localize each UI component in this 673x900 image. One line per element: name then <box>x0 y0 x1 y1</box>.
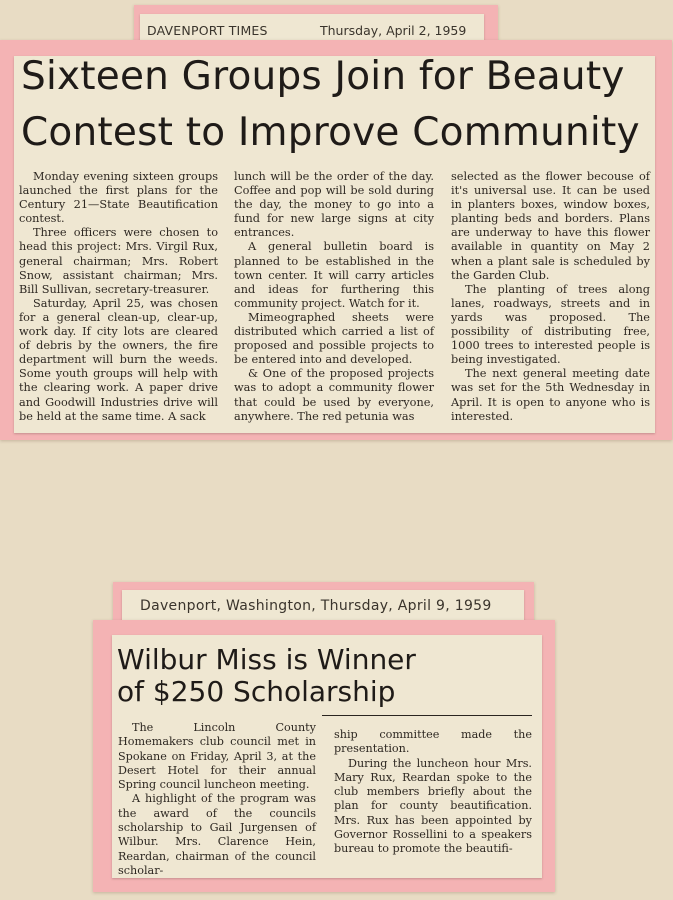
dateline-full: Davenport, Washington, Thursday, April 9, 1959 <box>140 598 492 614</box>
paragraph: A general bulletin board is planned to be established in the town center. It will carry articles and ideas for furthering this community project. Watch for it. <box>234 240 434 310</box>
article-column-3 <box>451 170 650 424</box>
headline-rule <box>322 715 532 716</box>
dateline-strip-2 <box>122 590 524 624</box>
paragraph: Mimeographed sheets were distributed which carried a list of proposed and possible projects to be entered into and developed. <box>234 310 434 367</box>
article-clipping-2 <box>112 635 542 878</box>
paragraph: Three officers were chosen to head this project: Mrs. Virgil Rux, general chairman; Mrs. Robert Snow, assistant chairman; Mrs. Bill Sullivan, secretary-treasurer. <box>19 226 218 296</box>
paragraph: ship committee made the presentation. <box>334 728 532 756</box>
paragraph: & One of the proposed projects was to adopt a community flower that could be used by everyone, anywhere. The red petunia was <box>234 367 434 423</box>
article-column-2 <box>234 170 434 424</box>
paragraph: selected as the flower becouse of it's universal use. It can be used in planters boxes, window boxes, planting beds and borders. Plans are underway to have this flower available in quantity on May 2 when a plant sale is scheduled by the Garden Club. <box>451 170 650 282</box>
dateline-paper: DAVENPORT TIMES <box>147 23 268 38</box>
article-clipping-1 <box>14 56 655 433</box>
article-column-1 <box>19 170 218 424</box>
paragraph: The planting of trees along lanes, roadways, streets and in yards was proposed. The possibility of distributing free, 1000 trees to interested people is being investigated. <box>451 282 650 367</box>
paragraph: Monday evening sixteen groups launched the first plans for the Century 21—State Beautification contest. <box>19 170 218 226</box>
paragraph: During the luncheon hour Mrs. Mary Rux, Reardan spoke to the club members briefly about the plan for county beautification. Mrs. Rux has been appointed by Governor Rossellini to a speakers bureau to promote the beautifi- <box>334 756 532 856</box>
article-headline-line1: Wilbur Miss is Winner <box>117 643 416 676</box>
paragraph: lunch will be the order of the day. Coffee and pop will be sold during the day, the money to go into a fund for new large signs at city entrances. <box>234 170 434 240</box>
paragraph: Saturday, April 25, was chosen for a general clean-up, clear-up, work day. If city lots are cleared of debris by the owners, the fire department will burn the weeds. Some youth groups will help with the clearing work. A paper drive and Goodwill Industries drive will be held at the same time. A sack <box>19 296 218 423</box>
paragraph: The next general meeting date was set for the 5th Wednesday in April. It is open to anyone who is interested. <box>451 367 650 423</box>
dateline-date: Thursday, April 2, 1959 <box>320 23 467 38</box>
article-headline-line1: Sixteen Groups Join for Beauty <box>21 54 625 99</box>
article-column-1 <box>118 721 316 878</box>
article-column-2 <box>334 728 532 857</box>
paragraph: A highlight of the program was the award of the councils scholarship to Gail Jurgensen of Wilbur. Mrs. Clarence Hein, Reardan, chairman of the council scholar- <box>118 792 316 877</box>
paragraph: The Lincoln County Homemakers club council met in Spokane on Friday, April 3, at the Desert Hotel for their annual Spring council luncheon meeting. <box>118 721 316 792</box>
article-headline-line2: Contest to Improve Community <box>21 110 640 155</box>
article-headline-line2: of $250 Scholarship <box>117 675 396 708</box>
